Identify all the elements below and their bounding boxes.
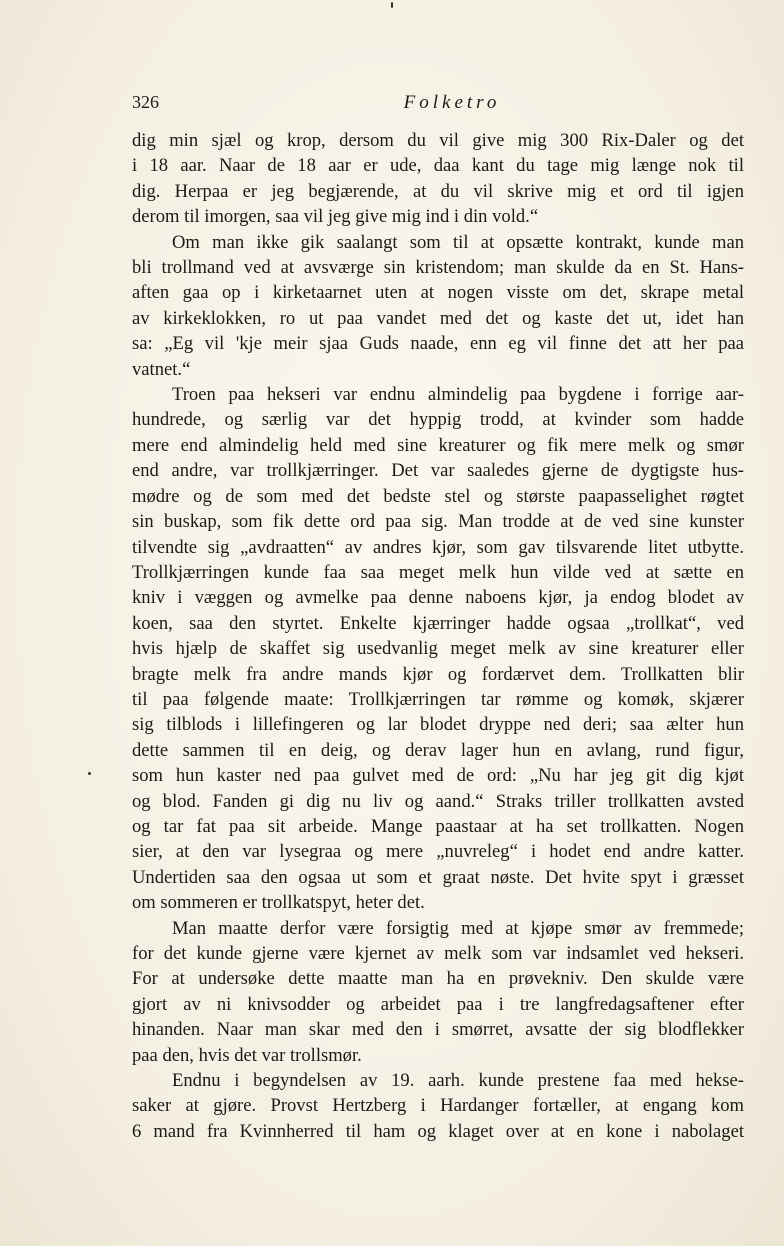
text-line: paa den, hvis det var trollsmør. [132, 1044, 362, 1066]
text-line: dig min sjæl og krop, dersom du vil give mig 300 Rix-Daler og det [132, 130, 744, 151]
body-text [132, 128, 744, 1144]
text-line: Man maatte derfor være forsigtig med at kjøpe smør av fremmede; [172, 917, 744, 939]
text-line: Troen paa hekseri var endnu almindelig paa bygdene i forrige aar- [172, 384, 744, 406]
text-line: sig tilblods i lillefingeren og lar blodet dryppe ned deri; saa ælter hun [132, 714, 744, 736]
text-line: til paa følgende maate: Trollkjærringen tar rømme og komøk, skjærer [132, 688, 744, 710]
text-line: mødre og de som med det bedste stel og største paapasselighet røgtet [132, 485, 744, 507]
text-line: og tar fat paa sit arbeide. Mange paastaar at ha set trollkatten. Nogen [132, 815, 744, 837]
text-line: mere end almindelig held med sine kreaturer og fik mere melk og smør [132, 434, 744, 456]
page-number: 326 [132, 92, 159, 112]
text-line: og blod. Fanden gi dig nu liv og aand.“ Straks triller trollkatten avsted [132, 790, 744, 812]
text-line: end andre, var trollkjærringer. Det var saaledes gjerne de dygtigste hus- [132, 460, 744, 482]
text-line: hundrede, og særlig var det hyppig trodd, at kvinder som hadde [132, 409, 744, 431]
text-line: bragte melk fra andre mands kjør og fordærvet dem. Trollkatten blir [132, 663, 744, 685]
text-line: koen, saa den styrtet. Enkelte kjærringer hadde ogsaa „trollkat“, ved [132, 612, 744, 634]
running-title: Folketro [403, 92, 501, 113]
text-line: av kirkeklokken, ro ut paa vandet med det og kaste det ut, idet han [132, 307, 744, 329]
text-line: i 18 aar. Naar de 18 aar er ude, daa kant du tage mig længe nok til [132, 155, 744, 177]
text-line: Undertiden saa den ogsaa ut som et graat nøste. Det hvite spyt i græsset [132, 866, 744, 888]
text-line: Om man ikke gik saalangt som til at opsætte kontrakt, kunde man [172, 231, 744, 253]
text-line: for det kunde gjerne være kjernet av melk som var indsamlet ved hekseri. [132, 943, 744, 964]
text-line: som hun kaster ned paa gulvet med de ord: „Nu har jeg git dig kjøt [132, 765, 744, 787]
text-line: For at undersøke dette maatte man ha en prøvekniv. Den skulde være [132, 968, 744, 990]
text-line: sa: „Eg vil 'kje meir sjaa Guds naade, enn eg vil finne det att her paa [132, 333, 744, 355]
text-line: gjort av ni knivsodder og arbeidet paa i tre langfredagsaftener efter [132, 993, 744, 1015]
text-line: derom til imorgen, saa vil jeg give mig ind i din vold.“ [132, 206, 539, 228]
text-line: saker at gjøre. Provst Hertzberg i Hardanger fortæller, at engang kom [132, 1095, 744, 1117]
text-line: sin buskap, som fik dette ord paa sig. Man trodde at de ved sine kunster [132, 511, 744, 533]
text-line: Trollkjærringen kunde faa saa meget melk hun vilde ved at sætte en [132, 561, 744, 583]
text-line: om sommeren er trollkatspyt, heter det. [132, 892, 425, 914]
print-speck [88, 772, 91, 775]
text-line: vatnet.“ [132, 358, 191, 380]
print-speck [391, 2, 393, 8]
text-line: sier, at den var lysegraa og mere „nuvreleg“ i hodet end andre katter. [132, 841, 744, 863]
text-line: dig. Herpaa er jeg begjærende, at du vil skrive mig et ord til igjen [132, 180, 744, 202]
text-line: 6 mand fra Kvinnherred til ham og klaget over at en kone i nabolaget [132, 1120, 744, 1142]
text-line: aften gaa op i kirketaarnet uten at nogen visste om det, skrape metal [132, 282, 744, 304]
text-line: bli trollmand ved at avsværge sin kristendom; man skulde da en St. Hans- [132, 257, 744, 279]
page-header [132, 92, 744, 120]
text-line: dette sammen til en deig, og derav lager hun en avlang, rund figur, [132, 739, 744, 761]
text-line: hvis hjælp de skaffet sig usedvanlig meget melk av sine kreaturer eller [132, 638, 744, 660]
text-line: kniv i væggen og avmelke paa denne naboens kjør, ja endog blodet av [132, 587, 744, 609]
text-line: hinanden. Naar man skar med den i smørret, avsatte der sig blodflekker [132, 1019, 744, 1041]
text-line: tilvendte sig „avdraatten“ av andres kjør, som gav tilsvarende litet utbytte. [132, 536, 744, 558]
text-line: Endnu i begyndelsen av 19. aarh. kunde prestene faa med hekse- [172, 1070, 744, 1092]
